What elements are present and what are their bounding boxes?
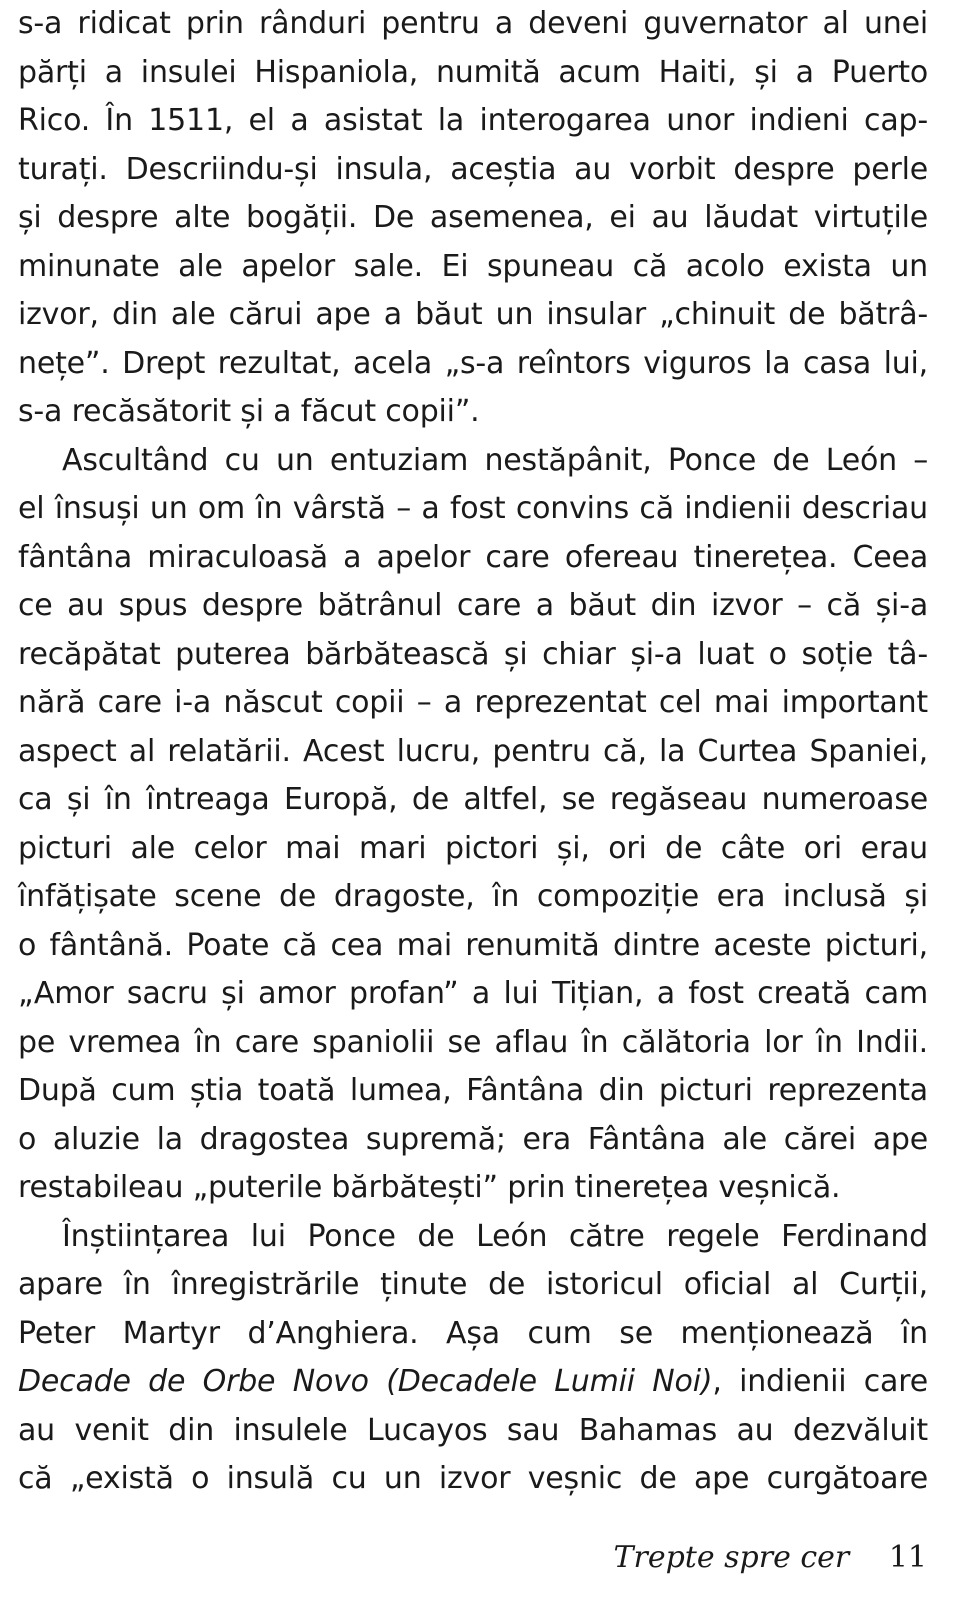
text-line: Rico. În 1511, el a asistat la interogarea unor indieni cap- <box>18 103 928 138</box>
text-line: aspect al relatării. Acest lucru, pentru că, la Curtea Spaniei, <box>18 733 928 769</box>
text-line: picturi ale celor mai mari pictori și, ori de câte ori erau <box>18 830 928 866</box>
text-line: o fântână. Poate că cea mai renumită dintre aceste picturi, <box>18 927 928 963</box>
text-line: înfățișate scene de dragoste, în compoziție era inclusă și <box>18 879 928 914</box>
text-line: restabileau „puterile bărbătești” prin tinerețea veșnică. <box>18 1170 841 1205</box>
page-number: 11 <box>888 1540 927 1575</box>
running-title: Trepte spre cer <box>613 1540 850 1575</box>
text-line: s-a recăsătorit și a făcut copii”. <box>18 394 480 429</box>
text-line: s-a ridicat prin rânduri pentru a deveni guvernator al unei <box>18 6 928 41</box>
text-line: Peter Martyr d’Anghiera. Așa cum se menționează în <box>18 1315 928 1351</box>
text-line: că „există o insulă cu un izvor veșnic de ape curgătoare <box>18 1461 928 1496</box>
text-line: turați. Descriindu-și insula, aceștia au vorbit despre perle <box>18 151 928 187</box>
text-line: fântâna miraculoasă a apelor care ofereau tinerețea. Ceea <box>18 539 928 575</box>
text-line: nără care i-a născut copii – a reprezentat cel mai important <box>18 685 928 720</box>
text-line: ce au spus despre bătrânul care a băut din izvor – că și-a <box>18 588 928 623</box>
text-line: au venit din insulele Lucayos sau Bahamas au dezvăluit <box>18 1412 928 1448</box>
text-line: și despre alte bogății. De asemenea, ei au lăudat virtuțile <box>18 200 928 235</box>
text-line: recăpătat puterea bărbătească și chiar și-a luat o soție tâ- <box>18 636 928 672</box>
text-fragment: , indienii care <box>712 1364 928 1399</box>
text-line: ca și în întreaga Europă, de altfel, se regăseau numeroase <box>18 782 928 817</box>
text-line: După cum știa toată lumea, Fântâna din picturi reprezenta <box>18 1073 928 1108</box>
italic-book-title: Decade de Orbe Novo (Decadele Lumii Noi) <box>18 1364 713 1399</box>
text-line: pe vremea în care spaniolii se aflau în călătoria lor în Indii. <box>18 1024 928 1060</box>
text-line: minunate ale apelor sale. Ei spuneau că acolo exista un <box>18 248 928 284</box>
text-line: el însuși un om în vârstă – a fost convins că indienii descriau <box>18 491 928 526</box>
text-line: Ascultând cu un entuziam nestăpânit, Ponce de León – <box>62 442 928 478</box>
text-line <box>18 1358 928 1407</box>
text-line: apare în înregistrările ținute de istoricul oficial al Curții, <box>18 1267 928 1302</box>
text-line: Înștiințarea lui Ponce de León către regele Ferdinand <box>62 1218 928 1254</box>
page-footer <box>613 1540 927 1575</box>
text-line: părți a insulei Hispaniola, numită acum Haiti, și a Puerto <box>18 54 928 90</box>
text-line: izvor, din ale cărui ape a băut un insular „chinuit de bătrâ- <box>18 297 928 332</box>
body-text <box>18 0 928 1504</box>
text-line: „Amor sacru și amor profan” a lui Tițian, a fost creată cam <box>18 976 928 1011</box>
text-line: o aluzie la dragostea supremă; era Fântâna ale cărei ape <box>18 1121 928 1157</box>
text-line: nețe”. Drept rezultat, acela „s-a reîntors viguros la casa lui, <box>18 345 928 381</box>
